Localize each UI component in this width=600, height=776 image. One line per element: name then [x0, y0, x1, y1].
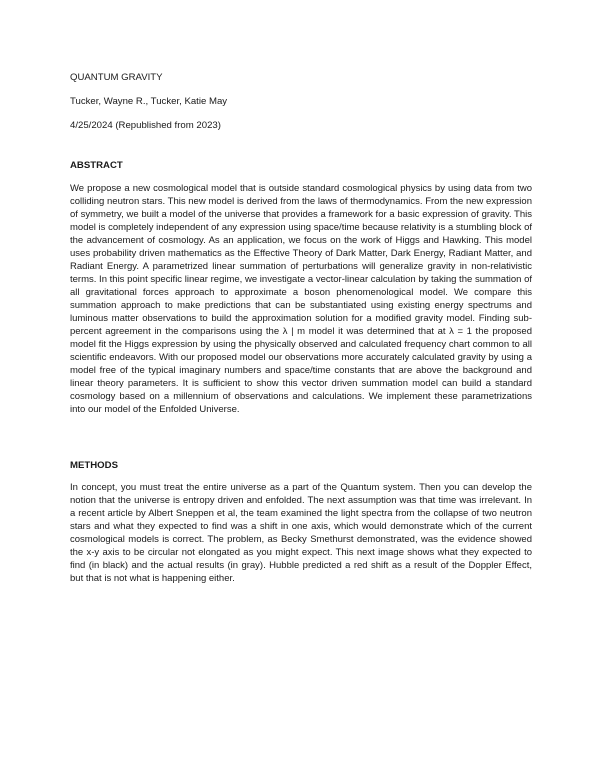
abstract-paragraph: We propose a new cosmological model that is outside standard cosmological physics by using data from two colliding neutron stars. This new model is derived from the laws of thermodynamics. From the new expression of symmetry, we built a model of the universe that provides a framework for a basic expression of gravity. This model is completely independent of any expression using space/time because relativity is a stumbling block of the advancement of cosmology. As an application, we focus on the work of Higgs and Hawking. This model uses probability driven mathematics as the Effective Theory of Dark Matter, Dark Energy, Radiant Matter, and Radiant Energy. A parametrized linear summation of perturbations will generalize gravity in non-relativistic terms. In this point specific linear regime, we investigate a vector-linear calculation by taking the summation of all gravitational forces approach to approximate a boson phenomenological model. We compare this summation approach to make predictions that can be substantiated using existing energy spectrums and luminous matter observations to build the approximation solution for a modified gravity model. Finding sub-percent agreement in the comparisons using the λ | m model it was determined that at λ = 1 the proposed model fit the Higgs expression by using the physically observed and calculated frequency chart common to all scientific endeavors. With our proposed model our observations more accurately calculated gravity by using a model free of the typical imaginary numbers and space/time constants that are above the background and linear theory parameters. It is sufficient to show this vector driven summation model can build a standard cosmology based on a millennium of observations and calculations. We implement these parametrizations into our model of the Enfolded Universe.: [70, 183, 532, 415]
document-date: 4/25/2024 (Republished from 2023): [70, 120, 221, 131]
methods-heading: METHODS: [70, 460, 118, 471]
document-authors: Tucker, Wayne R., Tucker, Katie May: [70, 96, 228, 107]
abstract-heading: ABSTRACT: [70, 160, 123, 171]
document-title: QUANTUM GRAVITY: [70, 72, 163, 83]
methods-paragraph: In concept, you must treat the entire universe as a part of the Quantum system. Then you can develop the notion that the universe is entropy driven and enfolded. The next assumption was that time was irrelevant. In a recent article by Albert Sneppen et al, the team examined the light spectra from the collapse of two neutron stars and what they expected to find was a shift in one axis, which would demonstrate which of the current cosmological models is correct. The problem, as Becky Smethurst demonstrated, was the evidence showed the x-y axis to be circular not elongated as you might expect. This next image shows what they expected to find (in black) and the actual results (in gray). Hubble predicted a red shift as a result of the Doppler Effect, but that is not what is happening either.: [70, 482, 532, 584]
